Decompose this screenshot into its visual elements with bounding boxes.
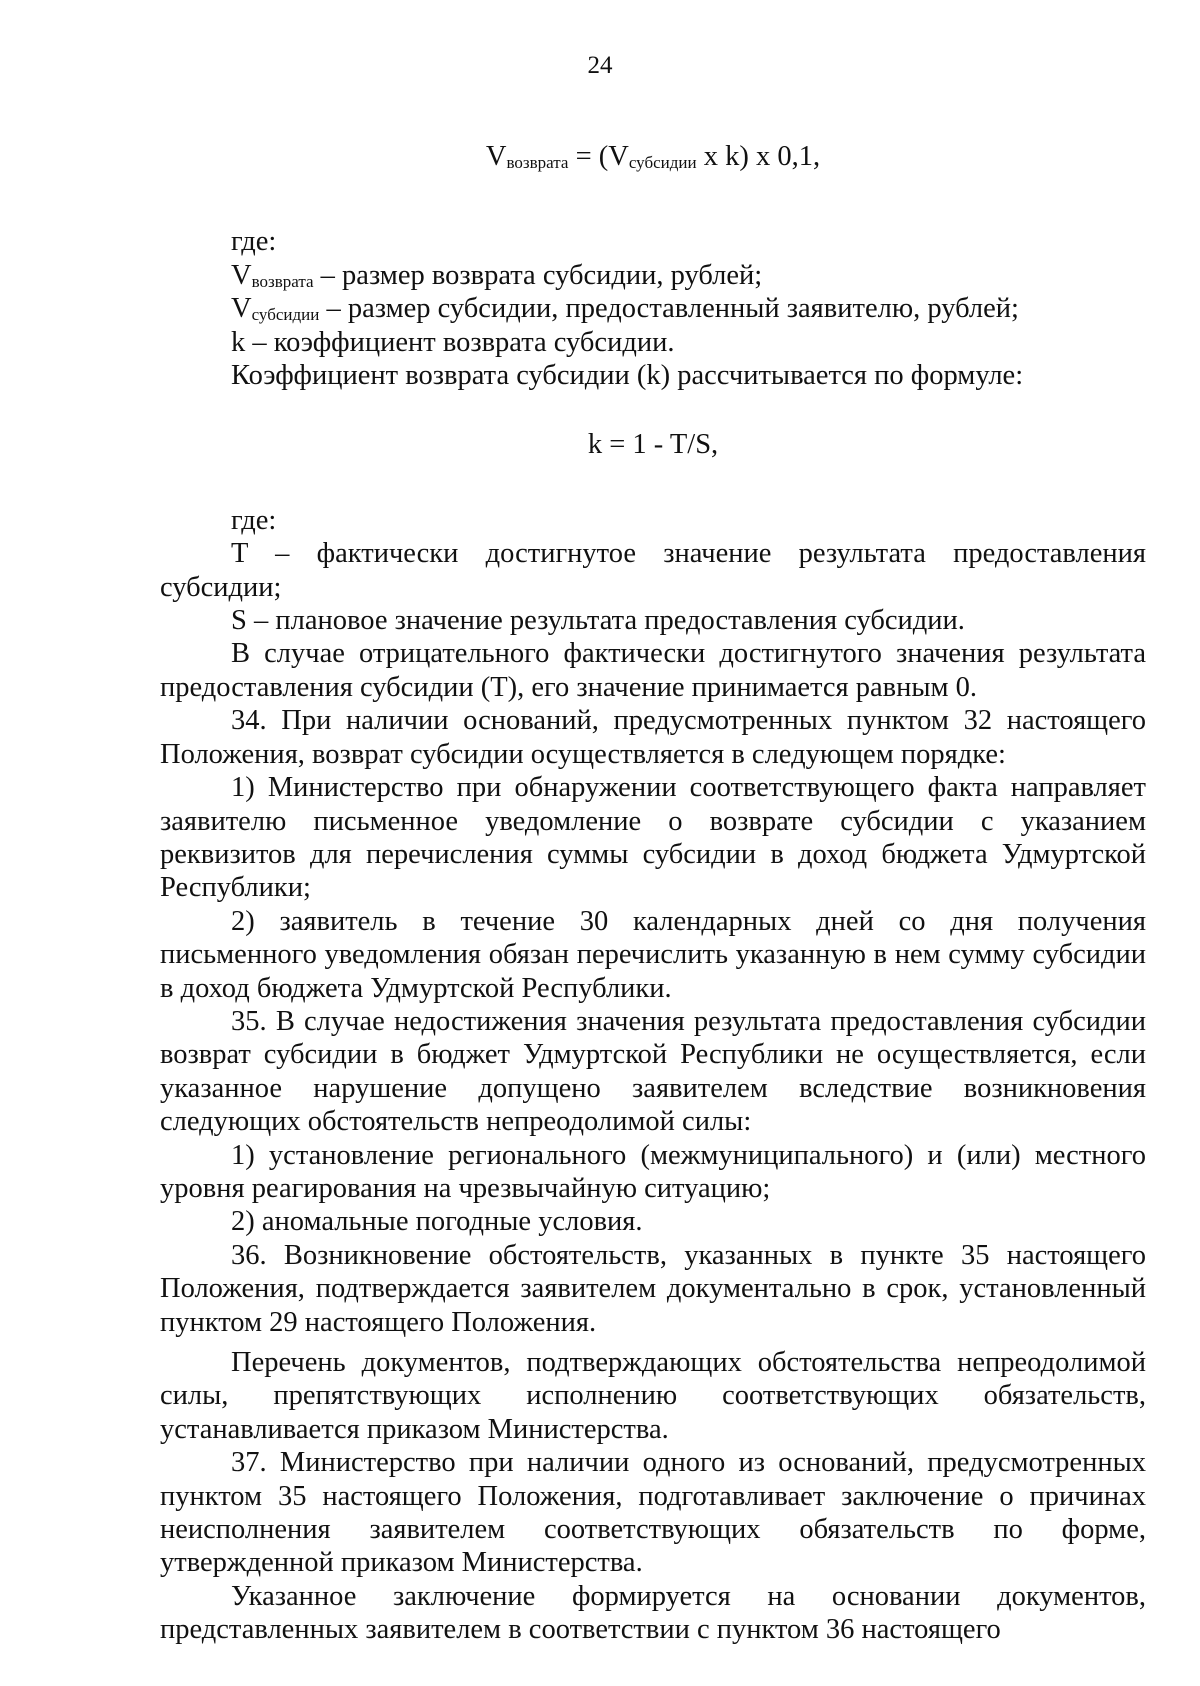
coefficient-intro: Коэффициент возврата субсидии (k) рассчитывается по формуле: — [231, 360, 1024, 392]
paragraph-34: 34. При наличии оснований, предусмотренных пунктом 32 настоящего Положения, возврат субсидии осуществляется в следующем порядке: — [160, 705, 1146, 770]
paragraph-conclusion: Указанное заключение формируется на основании документов, представленных заявителем в соответствии с пунктом 36 настоящего — [160, 1580, 1146, 1646]
page-number: 24 — [587, 52, 613, 79]
definition-t: T – фактически достигнутое значение результата предоставления субсидии; — [160, 538, 1146, 603]
formula-return-amount — [160, 140, 1146, 173]
paragraph-document-list: Перечень документов, подтверждающих обстоятельства непреодолимой силы, препятствующих исполнению соответствующих обязательств, устанавливается приказом Министерства. — [160, 1347, 1146, 1445]
formula-text: = (V — [568, 141, 629, 172]
formula-subscript: субсидии — [628, 153, 697, 172]
definition-text: – размер субсидии, предоставленный заявителю, рублей; — [319, 293, 1019, 325]
paragraph-37: 37. Министерство при наличии одного из оснований, предусмотренных пунктом 35 настоящего Положения, подготавливает заключение о причинах неисполнения заявителем соответствующих обязательств по форме, утвержденной приказом Министерства. — [160, 1447, 1146, 1579]
definition-v-return — [160, 259, 1146, 292]
paragraph-35: 35. В случае недостижения значения результата предоставления субсидии возврат субсидии в бюджет Удмуртской Республики не осуществляется, если указанное нарушение допущено заявителем вследствие возникновения следующих обстоятельств непреодолимой силы: — [160, 1005, 1146, 1138]
paragraph-36: 36. Возникновение обстоятельств, указанных в пункте 35 настоящего Положения, подтверждается заявителем документально в срок, установленный пунктом 29 настоящего Положения. — [160, 1239, 1146, 1338]
paragraph-34-item-1: 1) Министерство при обнаружении соответствующего факта направляет заявителю письменное уведомление о возврате субсидии с указанием реквизитов для перечисления суммы субсидии в доход бюджета Удмуртской Республики; — [160, 772, 1146, 904]
definition-text: – размер возврата субсидии, рублей; — [313, 259, 763, 291]
paragraph-35-item-1: 1) установление регионального (межмуниципального) и (или) местного уровня реагирования на чрезвычайную ситуацию; — [160, 1139, 1146, 1204]
definition-s: S – плановое значение результата предоставления субсидии. — [231, 605, 965, 637]
where-label: где: — [231, 504, 277, 536]
definition-subscript: возврата — [251, 271, 314, 291]
formula-text: x k) x 0,1, — [696, 141, 821, 172]
definition-symbol: V — [231, 259, 252, 291]
definition-subscript: субсидии — [251, 305, 320, 325]
paragraph-34-item-2: 2) заявитель в течение 30 календарных дней со дня получения письменного уведомления обязан перечислить указанную в нем сумму субсидии в доход бюджета Удмуртской Республики. — [160, 905, 1146, 1004]
document-body — [160, 140, 1146, 1647]
paragraph-negative-value: В случае отрицательного фактически достигнутого значения результата предоставления субсидии (T), его значение принимается равным 0. — [160, 638, 1146, 703]
where-label: где: — [231, 226, 277, 258]
definition-symbol: k — [231, 326, 246, 358]
formula-subscript: возврата — [506, 153, 569, 172]
formula-symbol: V — [485, 141, 507, 172]
definition-symbol: V — [231, 293, 252, 325]
paragraph-35-item-2: 2) аномальные погодные условия. — [231, 1206, 643, 1238]
definition-text: – коэффициент возврата субсидии. — [245, 326, 675, 358]
definition-k — [160, 326, 1146, 359]
formula-coefficient: k = 1 - T/S, — [587, 429, 719, 461]
definition-v-subsidy — [160, 292, 1146, 325]
